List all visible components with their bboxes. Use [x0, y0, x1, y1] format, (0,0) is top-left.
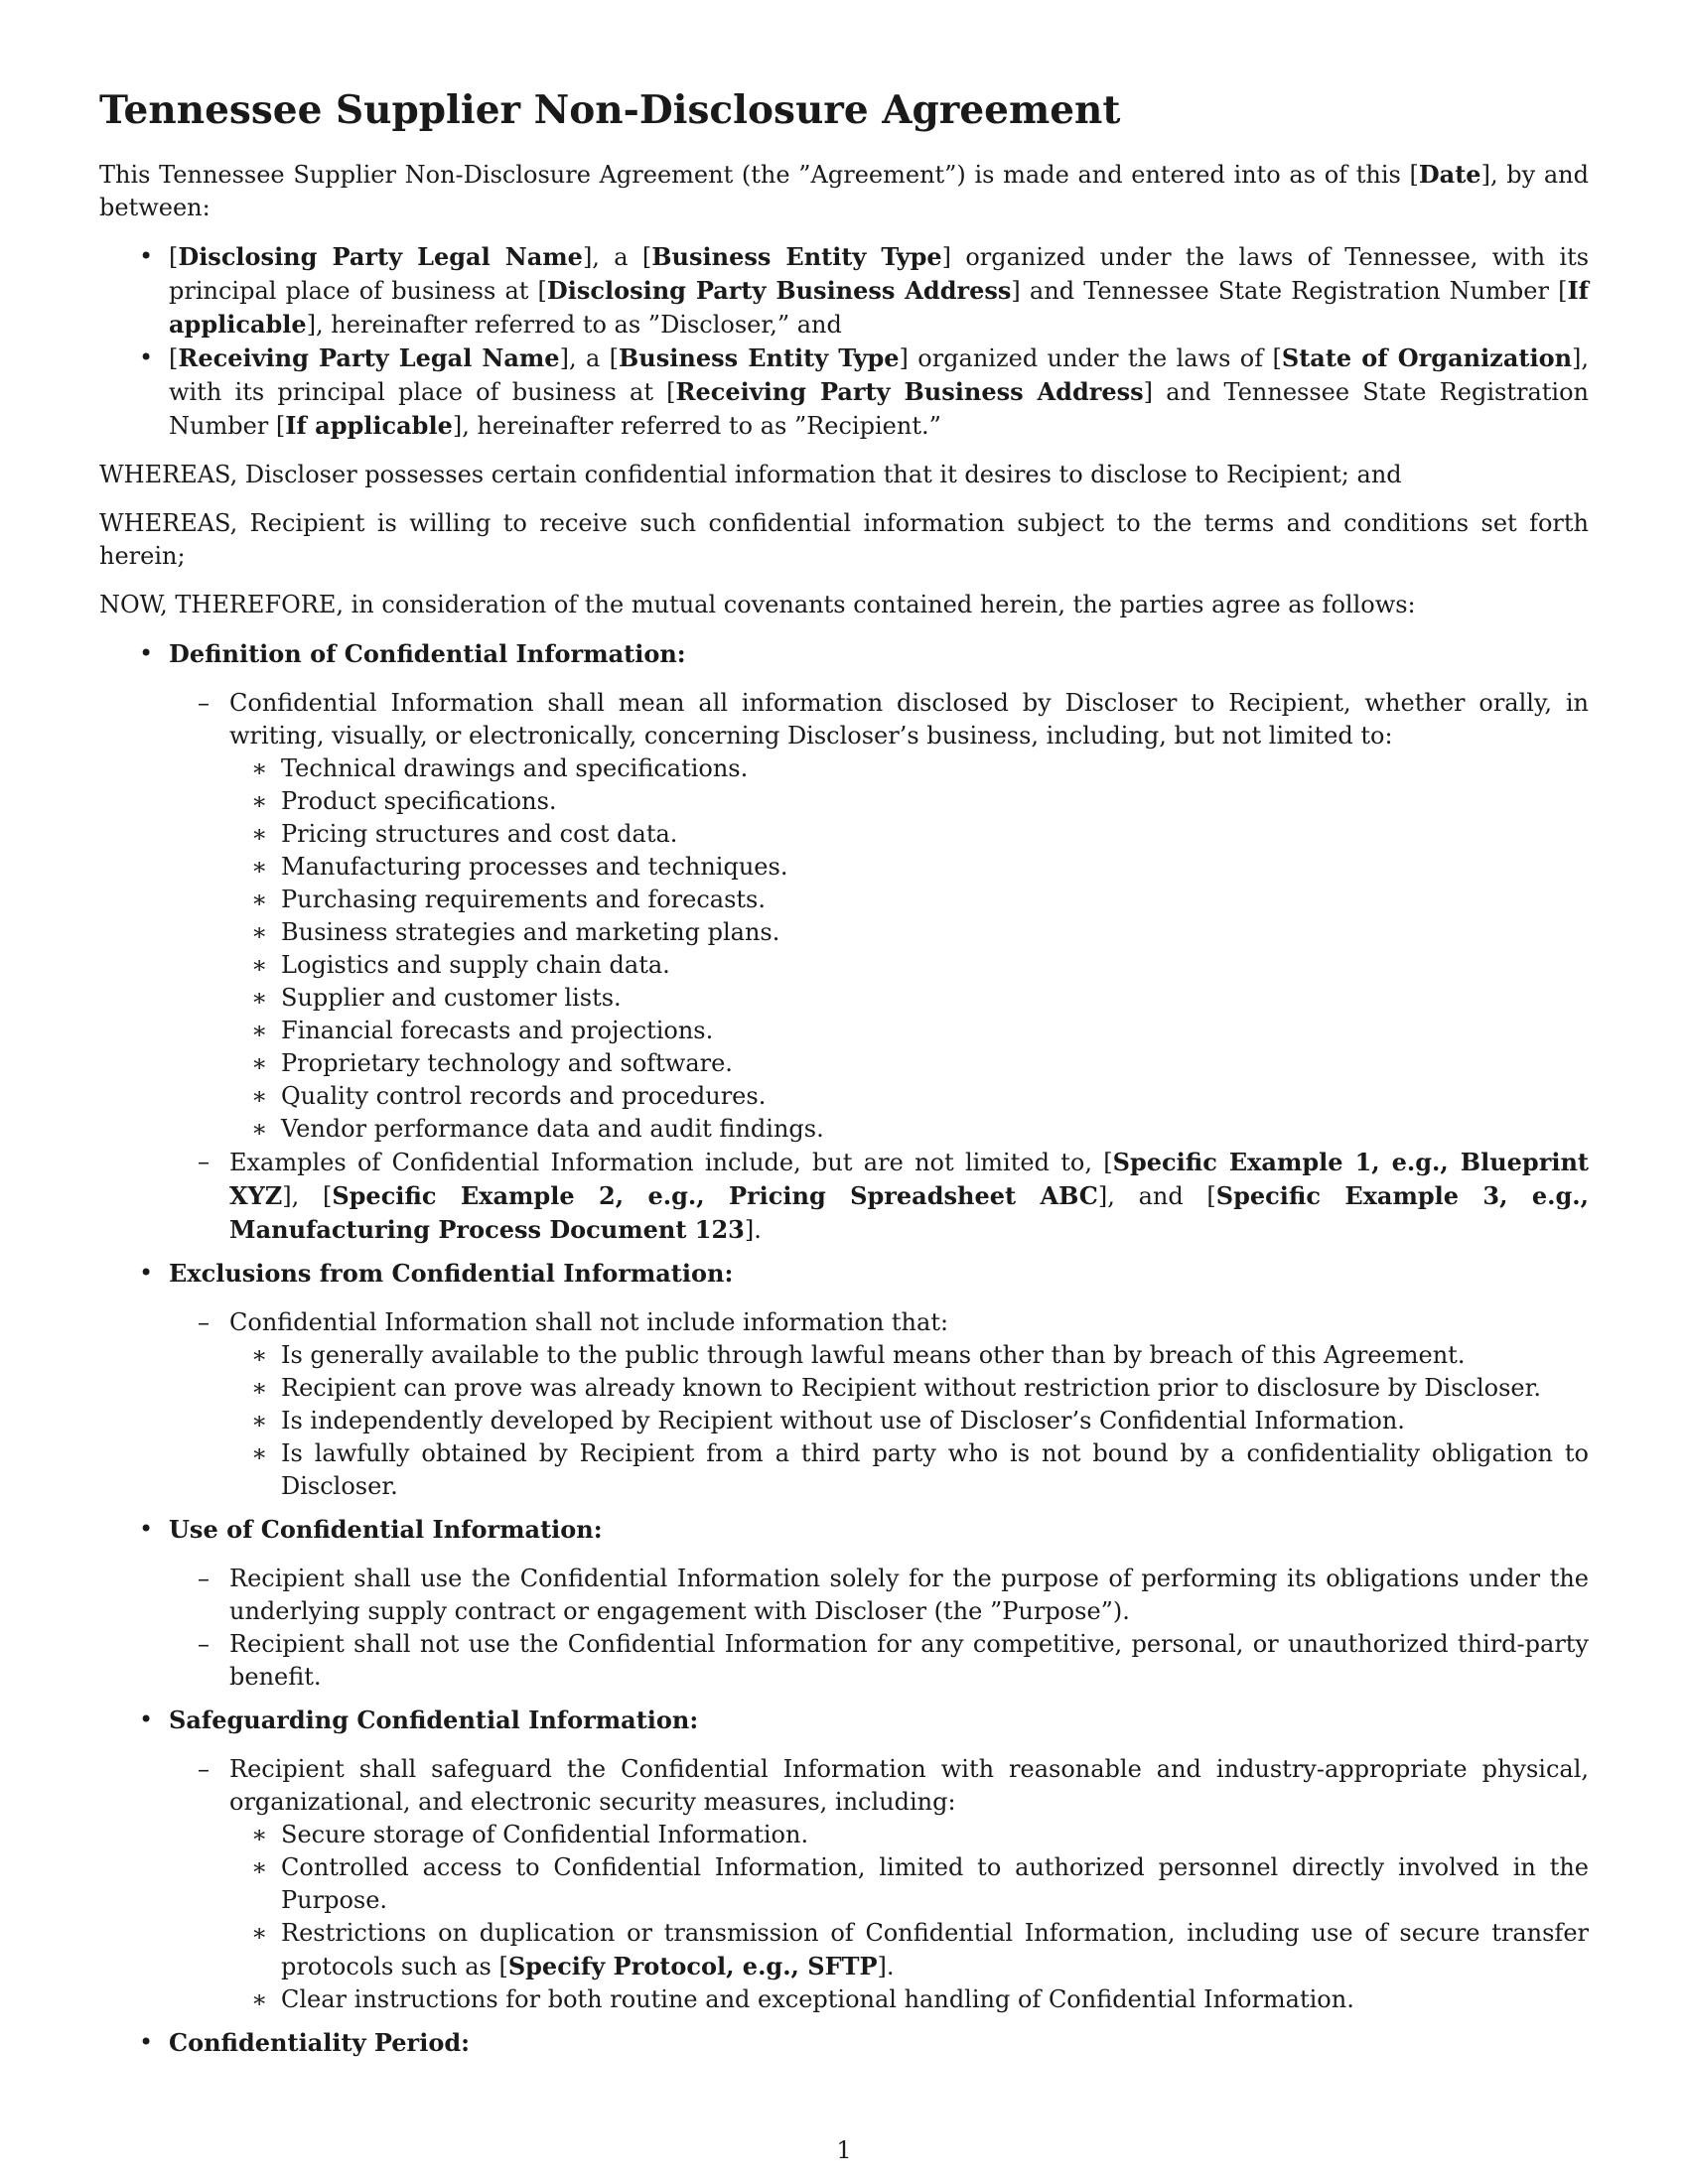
whereas-2: WHEREAS, Recipient is willing to receive such confidential information subject to the terms and conditions set forth herein; — [99, 508, 1589, 570]
list-item: ∗ Proprietary technology and software. — [229, 1047, 1589, 1080]
list-item: ∗ Quality control records and procedures. — [229, 1080, 1589, 1113]
section-title: • Use of Confidential Information: — [169, 1514, 603, 1544]
safeguarding-lead: – Recipient shall safeguard the Confidential Information with reasonable and industry-appropriate physical, organizational, and electronic security measures, including: ∗ Secure storage of Confidential Information. ∗ Controlled access to Confidential Information, limited to authorized personnel directly involved in the Purpose. ∗ Restrictions on duplication or transmission of Confidential Information, including use of secure transfer protocols such as [Specify Protocol, e.g., SFTP]. ∗ Clear instructions for both routine and exceptional handling of Confidential Information. — [169, 1753, 1589, 2016]
list-item: – Recipient shall use the Confidential Information solely for the purpose of performing its obligations under the underlying supply contract or engagement with Discloser (the ”Purpose”). — [169, 1563, 1589, 1628]
list-item: ∗ Recipient can prove was already known to Recipient without restriction prior to disclosure by Discloser. — [229, 1372, 1589, 1405]
list-item: ∗ Is lawfully obtained by Recipient from a third party who is not bound by a confidentiality obligation to Discloser. — [229, 1437, 1589, 1503]
list-item: – Recipient shall not use the Confidential Information for any competitive, personal, or unauthorized third-party benefit. — [169, 1628, 1589, 1694]
list-item: ∗ Secure storage of Confidential Information. — [229, 1819, 1589, 1851]
list-item: ∗ Clear instructions for both routine and exceptional handling of Confidential Information. — [229, 1983, 1589, 2016]
list-item: ∗ Restrictions on duplication or transmission of Confidential Information, including use of secure transfer protocols such as [Specify Protocol, e.g., SFTP]. — [229, 1917, 1589, 1983]
date-placeholder: Date — [1418, 159, 1481, 189]
list-item: ∗ Logistics and supply chain data. — [229, 949, 1589, 982]
definition-examples: – Examples of Confidential Information include, but are not limited to, [Specific Example 1, e.g., Blueprint XYZ], [Specific Example 2, e.g., Pricing Spreadsheet ABC], and [Specific Example 3, e.g., Manufacturing Process Document 123]. — [169, 1146, 1589, 1247]
safeguarding-items — [229, 1819, 1589, 2016]
list-item: ∗ Manufacturing processes and techniques. — [229, 851, 1589, 884]
list-item: ∗ Technical drawings and specifications. — [229, 752, 1589, 785]
section-title: • Definition of Confidential Information: — [169, 638, 686, 668]
list-item: ∗ Supplier and customer lists. — [229, 982, 1589, 1015]
section-title: • Exclusions from Confidential Information: — [169, 1258, 734, 1288]
intro-paragraph: This Tennessee Supplier Non-Disclosure Agreement (the ”Agreement”) is made and entered into as of this [Date], by and between: — [99, 159, 1589, 221]
section-period — [99, 2026, 1589, 2059]
section-definition — [99, 637, 1589, 1247]
exclusions-items — [229, 1339, 1589, 1503]
now-therefore: NOW, THEREFORE, in consideration of the mutual covenants contained herein, the parties agree as follows: — [99, 590, 1416, 618]
definition-items — [229, 752, 1589, 1146]
party-discloser: • [Disclosing Party Legal Name], a [Business Entity Type] organized under the laws of Tennessee, with its principal place of business at [Disclosing Party Business Address] and Tennessee State Registration Number [If applicable], hereinafter referred to as ”Discloser,” and — [99, 240, 1589, 341]
definition-lead: – Confidential Information shall mean all information disclosed by Discloser to Recipient, whether orally, in writing, visually, or electronically, concerning Discloser’s business, including, but not limited to: ∗ Technical drawings and specifications. ∗ Product specifications. ∗ Pricing structures and cost data. ∗ Manufacturing processes and techniques. ∗ Purchasing requirements and forecasts. ∗ Business strategies and marketing plans. ∗ Logistics and supply chain data. ∗ Supplier and customer lists. ∗ Financial forecasts and projections. ∗ Proprietary technology and software. ∗ Quality control records and procedures. ∗ Vendor performance data and audit findings. — [169, 687, 1589, 1146]
list-item: ∗ Financial forecasts and projections. — [229, 1015, 1589, 1047]
section-use — [99, 1513, 1589, 1694]
section-title: • Safeguarding Confidential Information: — [169, 1705, 699, 1734]
list-item: ∗ Business strategies and marketing plans. — [229, 916, 1589, 949]
list-item: ∗ Product specifications. — [229, 785, 1589, 818]
list-item: ∗ Controlled access to Confidential Information, limited to authorized personnel directly involved in the Purpose. — [229, 1851, 1589, 1917]
list-item: ∗ Is independently developed by Recipient without use of Discloser’s Confidential Information. — [229, 1405, 1589, 1437]
sections-list — [99, 637, 1589, 2059]
list-item: ∗ Vendor performance data and audit findings. — [229, 1113, 1589, 1146]
exclusions-lead: – Confidential Information shall not include information that: ∗ Is generally available to the public through lawful means other than by breach of this Agreement. ∗ Recipient can prove was already known to Recipient without restriction prior to disclosure by Discloser. ∗ Is independently developed by Recipient without use of Discloser’s Confidential Information. ∗ Is lawfully obtained by Recipient from a third party who is not bound by a confidentiality obligation to Discloser. — [169, 1306, 1589, 1503]
list-item: ∗ Pricing structures and cost data. — [229, 818, 1589, 851]
section-title: • Confidentiality Period: — [169, 2027, 470, 2057]
whereas-1: WHEREAS, Discloser possesses certain confidential information that it desires to disclose to Recipient; and — [99, 460, 1402, 488]
list-item: ∗ Is generally available to the public through lawful means other than by breach of this Agreement. — [229, 1339, 1589, 1372]
party-recipient: • [Receiving Party Legal Name], a [Business Entity Type] organized under the laws of [State of Organization], with its principal place of business at [Receiving Party Business Address] and Tennessee State Registration Number [If applicable], hereinafter referred to as ”Recipient.” — [99, 341, 1589, 443]
document-title: Tennessee Supplier Non-Disclosure Agreement — [99, 87, 1121, 133]
section-safeguarding — [99, 1704, 1589, 2016]
parties-list — [99, 240, 1589, 443]
section-exclusions — [99, 1257, 1589, 1503]
page-number: 1 — [836, 2136, 852, 2164]
list-item: ∗ Purchasing requirements and forecasts. — [229, 884, 1589, 916]
document-page — [99, 87, 1589, 2076]
